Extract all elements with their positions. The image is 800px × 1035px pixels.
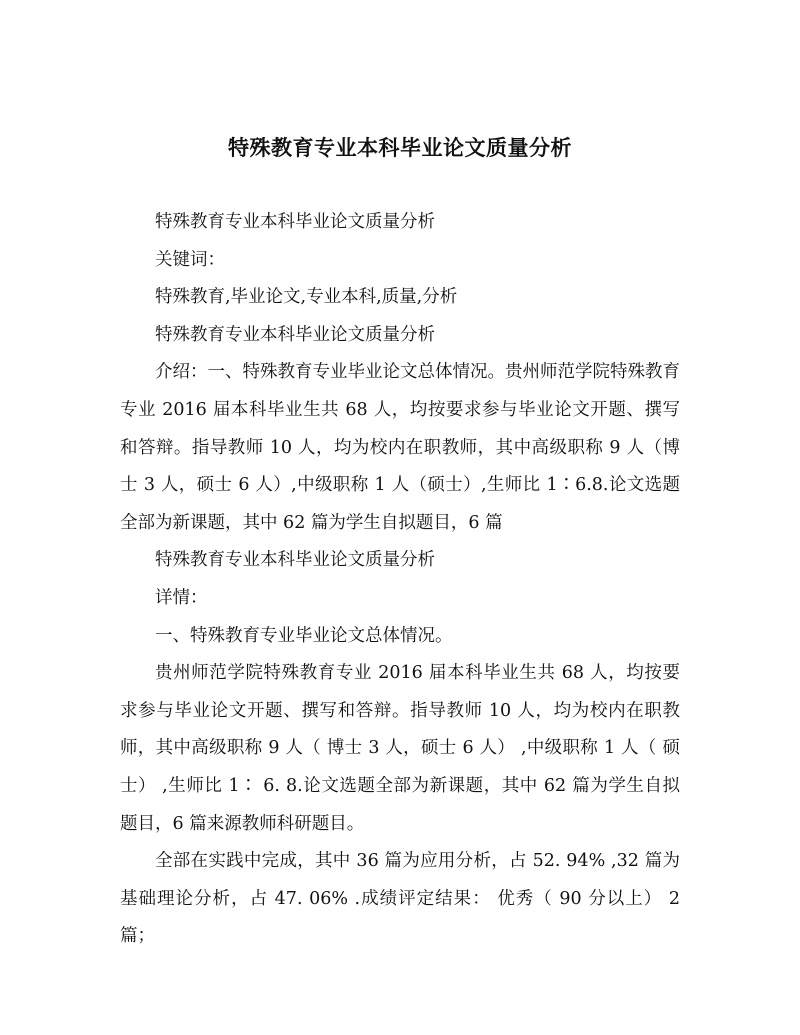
paragraph-section-heading: 一、特殊教育专业毕业论文总体情况。: [155, 625, 453, 646]
paragraph-subtitle-repeat: 特殊教育专业本科毕业论文质量分析: [155, 324, 435, 345]
document-body: [120, 204, 680, 956]
paragraph-details-body: 贵州师范学院特殊教育专业 2016 届本科毕业生共 68 人，均按要求参与毕业论文开题、撰写和答辩。指导教师 10 人，均为校内在职教师，其中高级职称 9 人（ 博士 3 人，硕士 6 人） ,中级职称 1 人（ 硕士） ,生师比 1∶ 6. 8.论文选题全部为新课题，其中 62 篇为学生自拟题目，6 篇来源教师科研题目。: [120, 663, 680, 834]
paragraph-results: 全部在实践中完成，其中 36 篇为应用分析，占 52. 94% ,32 篇为基础理论分析，占 47. 06% .成绩评定结果： 优秀（ 90 分以上） 2 篇；: [120, 851, 680, 947]
paragraph-introduction: 介绍：一、特殊教育专业毕业论文总体情况。贵州师范学院特殊教育专业 2016 届本科毕业生共 68 人，均按要求参与毕业论文开题、撰写和答辩。指导教师 10 人，均为校内在职教师，其中高级职称 9 人（博士 3 人，硕士 6 人）,中级职称 1 人（硕士）,生师比 1∶6.8.论文选题全部为新课题，其中 62 篇为学生自拟题目，6 篇: [120, 362, 680, 533]
paragraph-keywords: 特殊教育,毕业论文,专业本科,质量,分析: [155, 287, 458, 308]
paragraph-subtitle: 特殊教育专业本科毕业论文质量分析: [155, 212, 435, 232]
document-title: 特殊教育专业本科毕业论文质量分析: [228, 136, 572, 160]
paragraph-details-label: 详情：: [155, 587, 208, 608]
paragraph-subtitle-repeat-2: 特殊教育专业本科毕业论文质量分析: [155, 550, 435, 571]
paragraph-keywords-label: 关键词：: [155, 249, 225, 270]
